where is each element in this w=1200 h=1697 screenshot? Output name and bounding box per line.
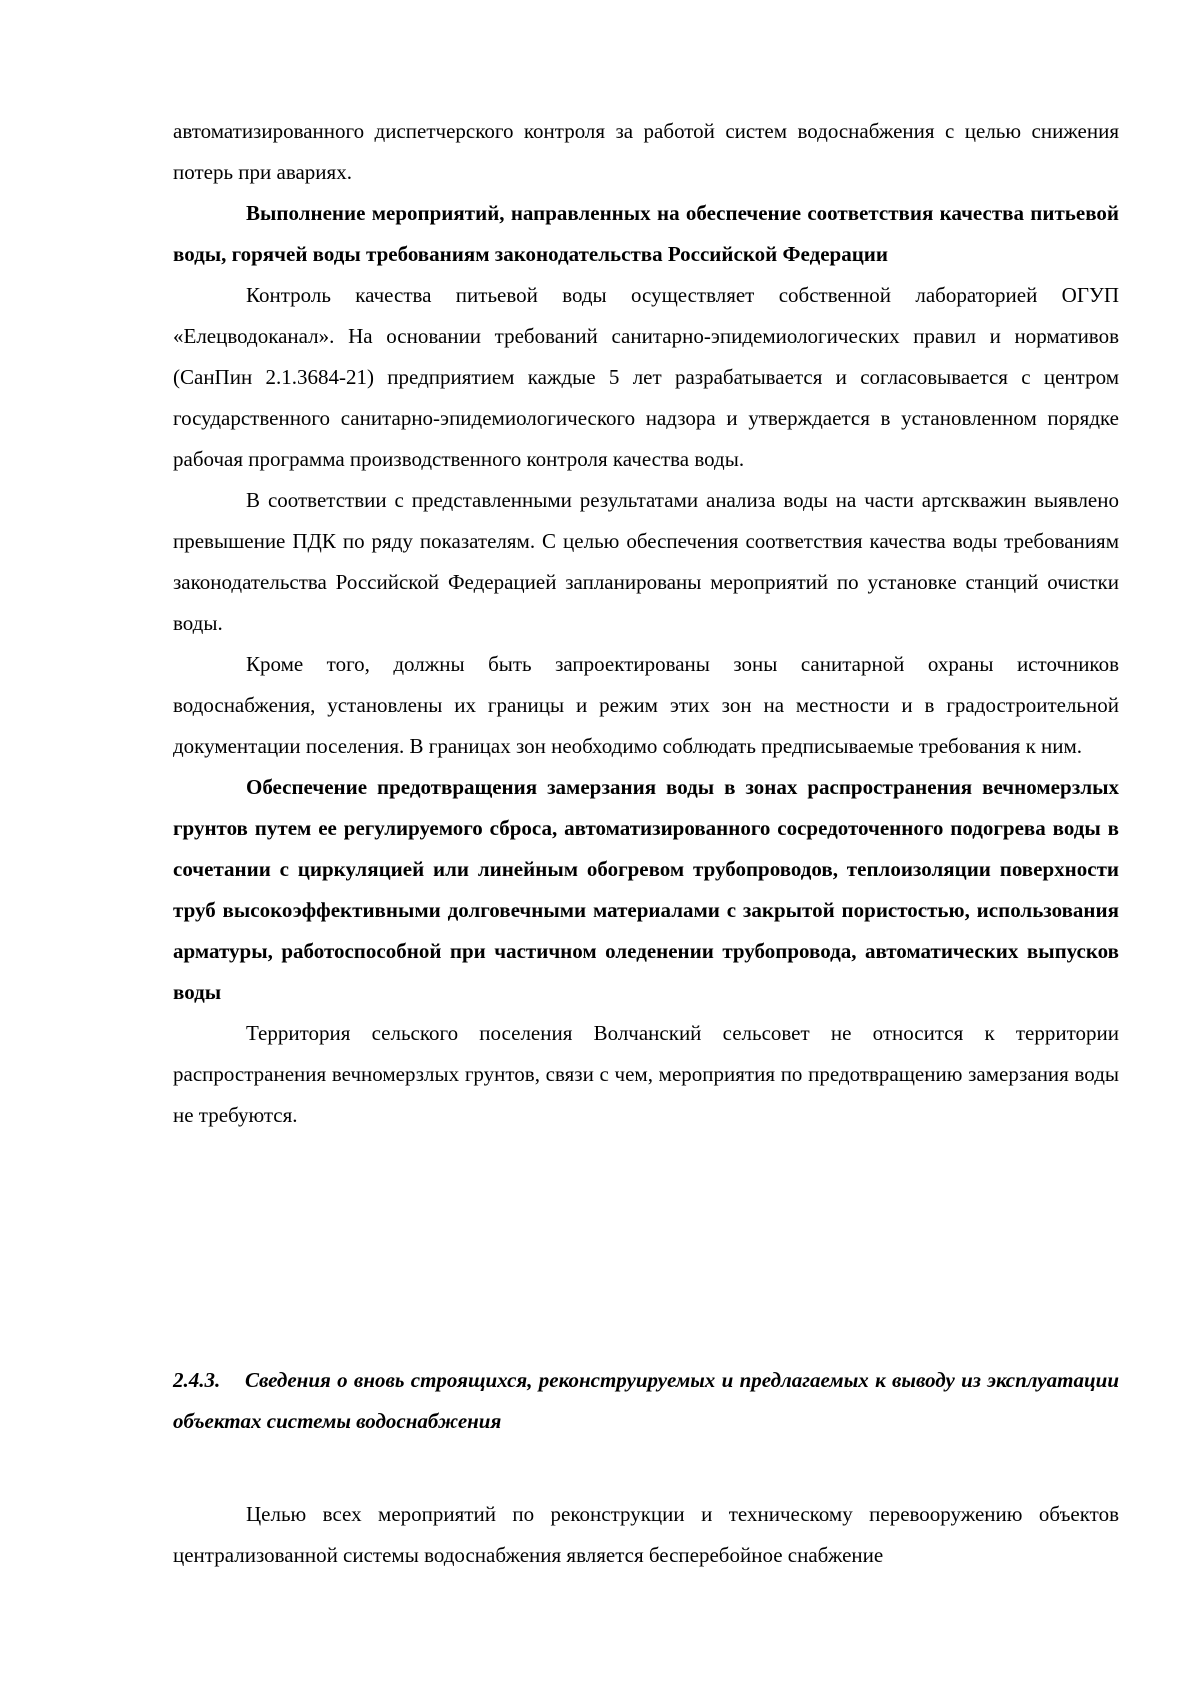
section-title: Сведения о вновь строящихся, реконструируемых и предлагаемых к выводу из эксплуатации объектах системы водоснабжения [173, 1368, 1119, 1433]
body-text-top [173, 111, 1119, 1136]
heading-water-quality: Выполнение мероприятий, направленных на обеспечение соответствия качества питьевой воды, горячей воды требованиям законодательства Российской Федерации [173, 201, 1119, 266]
section-number: 2.4.3. [173, 1368, 221, 1392]
paragraph-territory: Территория сельского поселения Волчанский сельсовет не относится к территории распространения вечномерзлых грунтов, связи с чем, мероприятия по предотвращению замерзания воды не требуются. [173, 1021, 1119, 1127]
paragraph-analysis-results: В соответствии с представленными результатами анализа воды на части артскважин выявлено превышение ПДК по ряду показателям. С целью обеспечения соответствия качества воды требованиям законодательства Российской Федерацией запланированы мероприятий по установке станций очистки воды. [173, 488, 1119, 635]
paragraph-goal: Целью всех мероприятий по реконструкции и техническому перевооружению объектов централизованной системы водоснабжения является бесперебойное снабжение [173, 1502, 1119, 1567]
body-text-bottom [173, 1494, 1119, 1576]
paragraph-quality-control: Контроль качества питьевой воды осуществляет собственной лабораторией ОГУП «Елецводоканал». На основании требований санитарно-эпидемиологических правил и нормативов (СанПин 2.1.3684-21) предприятием каждые 5 лет разрабатывается и согласовывается с центром государственного санитарно-эпидемиологического надзора и утверждается в установленном порядке рабочая программа производственного контроля качества воды. [173, 283, 1119, 471]
paragraph-sanitary-zones: Кроме того, должны быть запроектированы зоны санитарной охраны источников водоснабжения, установлены их границы и режим этих зон на местности и в градостроительной документации поселения. В границах зон необходимо соблюдать предписываемые требования к ним. [173, 652, 1119, 758]
heading-freezing-prevention: Обеспечение предотвращения замерзания воды в зонах распространения вечномерзлых грунтов путем ее регулируемого сброса, автоматизированного сосредоточенного подогрева воды в сочетании с циркуляцией или линейным обогревом трубопроводов, теплоизоляции поверхности труб высокоэффективными долговечными материалами с закрытой пористостью, использования арматуры, работоспособной при частичном оледенении трубопровода, автоматических выпусков воды [173, 775, 1119, 1004]
paragraph-intro-continuation: автоматизированного диспетчерского контроля за работой систем водоснабжения с целью снижения потерь при авариях. [173, 119, 1119, 184]
section-heading [173, 1360, 1119, 1442]
section-heading-block [173, 1360, 1119, 1442]
